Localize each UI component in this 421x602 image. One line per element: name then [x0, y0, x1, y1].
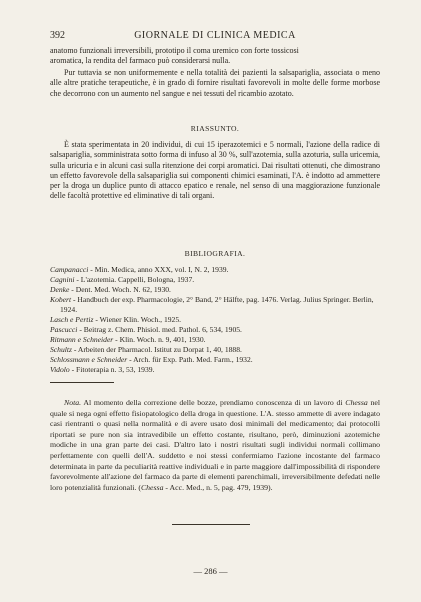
- bibliografia-heading-block: [50, 249, 380, 258]
- reference-author: Schultz: [50, 345, 72, 354]
- riassunto-heading: RIASSUNTO.: [190, 124, 240, 133]
- nota-cited-author: Chessa: [345, 398, 368, 407]
- reference-entry: [50, 295, 380, 315]
- intro-line: anatomo funzionali irreversibili, prototipo il coma uremico con forte tossicosi: [50, 46, 299, 55]
- reference-author: Vidolo: [50, 365, 70, 374]
- reference-entry: [50, 335, 380, 345]
- intro-paragraph-block: [50, 68, 380, 99]
- reference-details: - Wiener Klin. Woch., 1925.: [93, 315, 182, 324]
- intro-paragraph: Pur tuttavia se non uniformemente e nella totalità dei pazienti la salsapariglia, associata o meno alle altre pratiche terapeutiche, è in grado di fornire risultati favorevoli in molte delle forme morbose che decorrono con un aumento nel sangue e nei tessuti del ricambio azotato.: [50, 68, 380, 98]
- nota-block: [50, 398, 380, 493]
- reference-entry: [50, 355, 380, 365]
- running-header: [50, 30, 380, 42]
- reference-entry: [50, 345, 380, 355]
- nota-text: nel quale si nega ogni effetto fisiopatologico della droga in questione. L'A. stesso ammette di avere indagato casi rientranti o quasi nella normalità e di avere usato dosi minimali del medicamento; dai protocolli riportati se pure non sia intravedibile un effetto costante, risultano, però, diminuzioni azotemiche modiche in una gran parte dei casi. D'altro lato i nostri risultati sugli individui normali collimano perfettamente con quelli dell'A. suddetto e noi stessi confermiamo l'azione incostante del farmaco determinata in parte da peculiarità reattive individuali e in parte maggiore dall'impossibilità di rispondere favorevolmente all'azione del farmaco da parte di elementi parenchimali, irreversibilmente defedati nelle loro potenzialità funzionali. (: [50, 398, 380, 492]
- nota-label: Nota.: [64, 398, 82, 407]
- footnote-rule: [50, 382, 114, 383]
- reference-details: - Arbeiten der Pharmacol. Istitut zu Dorpat 1, 40, 1888.: [71, 345, 242, 354]
- nota-paragraph: [50, 398, 380, 493]
- reference-details: - Fitoterapia n. 3, 53, 1939.: [69, 365, 155, 374]
- reference-details: - Klin. Woch. n. 9, 401, 1930.: [113, 335, 206, 344]
- reference-entry: [50, 365, 380, 375]
- riassunto-heading-block: [50, 124, 380, 133]
- reference-details: - Handbuch der exp. Pharmacologie, 2° Band, 2° Hälfte, pag. 1476. Verlag. Julius Springer. Berlin, 1924.: [60, 295, 374, 314]
- reference-details: - Arch. für Exp. Path. Med. Farm., 1932.: [127, 355, 253, 364]
- reference-entry: [50, 285, 380, 295]
- reference-entry: [50, 315, 380, 325]
- closing-rule: [172, 524, 250, 525]
- reference-entry: [50, 325, 380, 335]
- journal-title: GIORNALE DI CLINICA MEDICA: [134, 30, 296, 41]
- bibliografia-heading: BIBLIOGRAFIA.: [184, 249, 246, 258]
- reference-entry: [50, 265, 380, 275]
- reference-author: Lasch e Pertiz: [50, 315, 94, 324]
- reference-details: - Min. Medica, anno XXX, vol. I, N. 2, 1939.: [88, 265, 229, 274]
- nota-citation-author: Chessa: [140, 482, 164, 492]
- reference-author: Pascucci: [50, 325, 78, 334]
- nota-citation-details: - Acc. Med., n. 5, pag. 479, 1939).: [163, 482, 273, 492]
- riassunto-block: [50, 140, 380, 202]
- reference-author: Cagnini: [50, 275, 75, 284]
- reference-author: Ritmann e Schneider: [50, 335, 114, 344]
- reference-details: - Dent. Med. Woch. N. 62, 1930.: [69, 285, 171, 294]
- reference-list: [50, 265, 380, 375]
- reference-author: Denke: [50, 285, 70, 294]
- reference-author: Kobert: [50, 295, 72, 304]
- reference-details: - L'azotemia. Cappelli, Bologna, 1937.: [74, 275, 195, 284]
- bibliografia-block: [50, 265, 380, 375]
- riassunto-text: È stata sperimentata in 20 individui, di cui 15 iperazotemici e 5 normali, l'azione della radice di salsapariglia, somministrata sotto forma di infuso al 30 %, sull'azotemia, sulla azoturia, sulla uricemia, sulla uricuria e in alcuni casi sulla ritenzione dei corpi aromatici. Dai risultati ottenuti, che dimostrano un effetto favorevole della salsapariglia sui componenti chimici esaminati, l'A. è indotto ad ammettere per la droga un duplice punto di attacco epatico e renale, nel senso di una maggiorazione funzionale delle facoltà protettive ed eliminative di tali organi.: [50, 140, 380, 201]
- reference-author: Schlossmann e Schneider: [50, 355, 128, 364]
- reference-entry: [50, 275, 380, 285]
- reference-author: Campanacci: [50, 265, 89, 274]
- intro-continuation: [50, 46, 380, 67]
- nota-text: Al momento della correzione delle bozze, prendiamo conoscenza di un lavoro di: [81, 398, 346, 407]
- page-number: 392: [50, 30, 65, 41]
- reference-details: - Beitrag z. Chem. Phisiol. med. Pathol. 6, 534, 1905.: [77, 325, 242, 334]
- folio-number: — 286 —: [193, 566, 228, 576]
- intro-line: aromatica, la rendita del farmaco può considerarsi nulla.: [50, 56, 231, 66]
